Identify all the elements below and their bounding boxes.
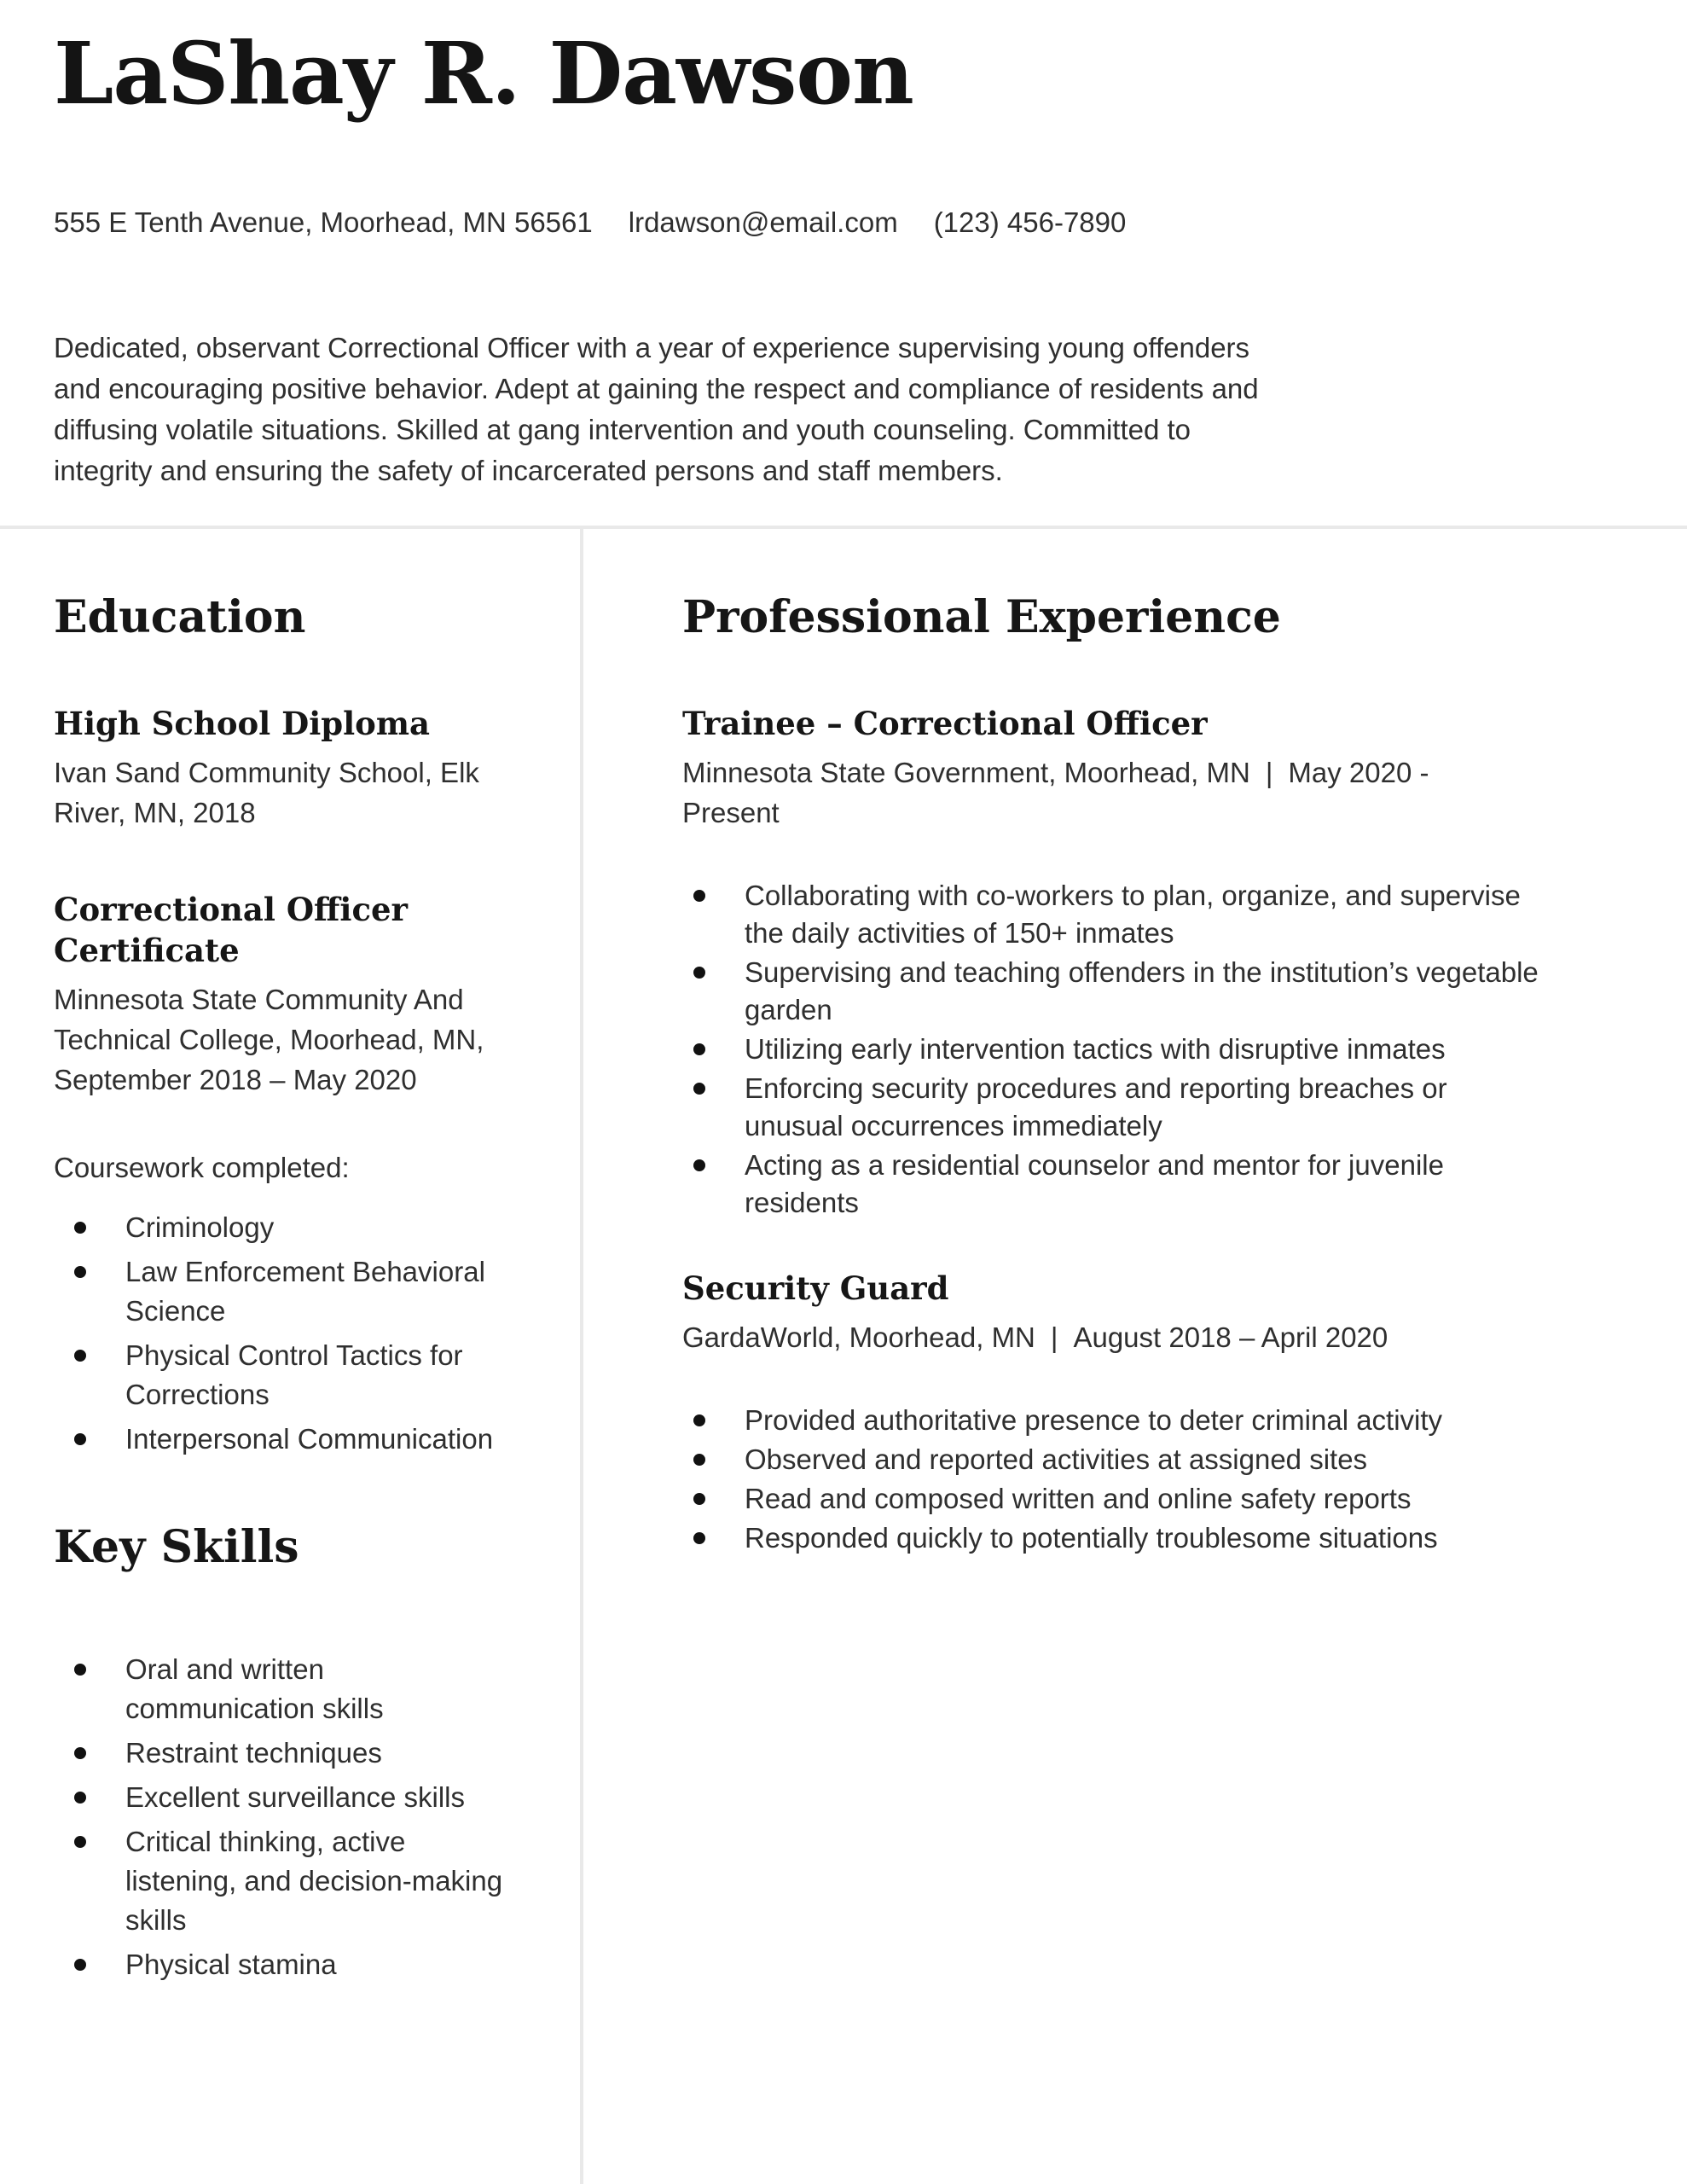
key-skills-heading: Key Skills — [54, 1521, 299, 1573]
job-meta — [682, 1317, 1493, 1357]
education-entry — [54, 889, 506, 1100]
job-bullet: Utilizing early intervention tactics with disruptive inmates — [682, 1031, 1546, 1068]
skill-item: Physical stamina — [54, 1945, 506, 1984]
skill-item: Excellent surveillance skills — [54, 1778, 506, 1817]
key-skills-list — [54, 1650, 506, 1984]
skill-item: Critical thinking, active listening, and decision-making skills — [54, 1822, 506, 1940]
degree-details: Minnesota State Community And Technical College, Moorhead, MN, September 2018 – May 2020 — [54, 984, 484, 1095]
education-section — [54, 590, 506, 1459]
skill-item: Restraint techniques — [54, 1734, 506, 1773]
experience-heading: Professional Experience — [682, 591, 1281, 643]
pipe-separator: | — [1265, 757, 1273, 788]
pipe-separator: | — [1050, 1321, 1058, 1353]
contact-email: lrdawson@email.com — [628, 206, 898, 238]
job — [682, 1268, 1546, 1557]
candidate-name: LaShay R. Dawson — [54, 23, 913, 124]
job-bullet: Read and composed written and online safety reports — [682, 1480, 1546, 1518]
job — [682, 703, 1546, 1222]
key-skills-section — [54, 1520, 506, 1984]
resume-header — [0, 0, 1687, 491]
job-bullet: Collaborating with co-workers to plan, organize, and supervise the daily activities of 150+ inmates — [682, 877, 1546, 952]
job-bullets — [682, 877, 1546, 1222]
company-location: GardaWorld, Moorhead, MN — [682, 1321, 1035, 1353]
job-bullet: Provided authoritative presence to deter criminal activity — [682, 1402, 1546, 1439]
job-title: Security Guard — [682, 1269, 949, 1307]
professional-summary: Dedicated, observant Correctional Officer with a year of experience supervising young offenders and encouraging positive behavior. Adept at gaining the respect and compliance of residents and diffusing volatile situations. Skilled at gang intervention and youth counseling. Committed to integrity and ensuring the safety of incarcerated persons and staff members. — [54, 332, 1259, 486]
job-bullet: Responded quickly to potentially troublesome situations — [682, 1519, 1546, 1557]
job-dates: May 2020 - Present — [682, 757, 1429, 828]
coursework-label: Coursework completed: — [54, 1152, 350, 1183]
degree-details: Ivan Sand Community School, Elk River, MN, 2018 — [54, 757, 479, 828]
coursework-item: Interpersonal Communication — [54, 1420, 506, 1459]
job-bullet: Observed and reported activities at assigned sites — [682, 1441, 1546, 1478]
columns — [0, 529, 1687, 2184]
contact-address: 555 E Tenth Avenue, Moorhead, MN 56561 — [54, 206, 593, 238]
coursework-item: Law Enforcement Behavioral Science — [54, 1252, 506, 1331]
coursework-item: Criminology — [54, 1208, 506, 1247]
skill-item: Oral and written communication skills — [54, 1650, 506, 1728]
degree-title: Correctional Officer Certificate — [54, 891, 409, 969]
coursework-list — [54, 1208, 506, 1459]
job-bullet: Enforcing security procedures and reporting breaches or unusual occurrences immediately — [682, 1070, 1546, 1145]
experience-section — [682, 590, 1546, 1557]
education-entry — [54, 703, 506, 833]
contact-phone: (123) 456-7890 — [933, 206, 1127, 238]
degree-title: High School Diploma — [54, 705, 430, 742]
job-dates: August 2018 – April 2020 — [1073, 1321, 1388, 1353]
job-bullets — [682, 1402, 1546, 1557]
job-bullet: Acting as a residential counselor and mentor for juvenile residents — [682, 1147, 1546, 1222]
job-bullet: Supervising and teaching offenders in the institution’s vegetable garden — [682, 954, 1546, 1029]
right-column — [583, 529, 1687, 2184]
contact-line — [54, 203, 1633, 242]
company-location: Minnesota State Government, Moorhead, MN — [682, 757, 1250, 788]
education-heading: Education — [54, 591, 306, 643]
job-title: Trainee – Correctional Officer — [682, 705, 1208, 742]
job-meta — [682, 752, 1493, 833]
left-column — [0, 529, 580, 2184]
coursework-item: Physical Control Tactics for Corrections — [54, 1336, 506, 1414]
